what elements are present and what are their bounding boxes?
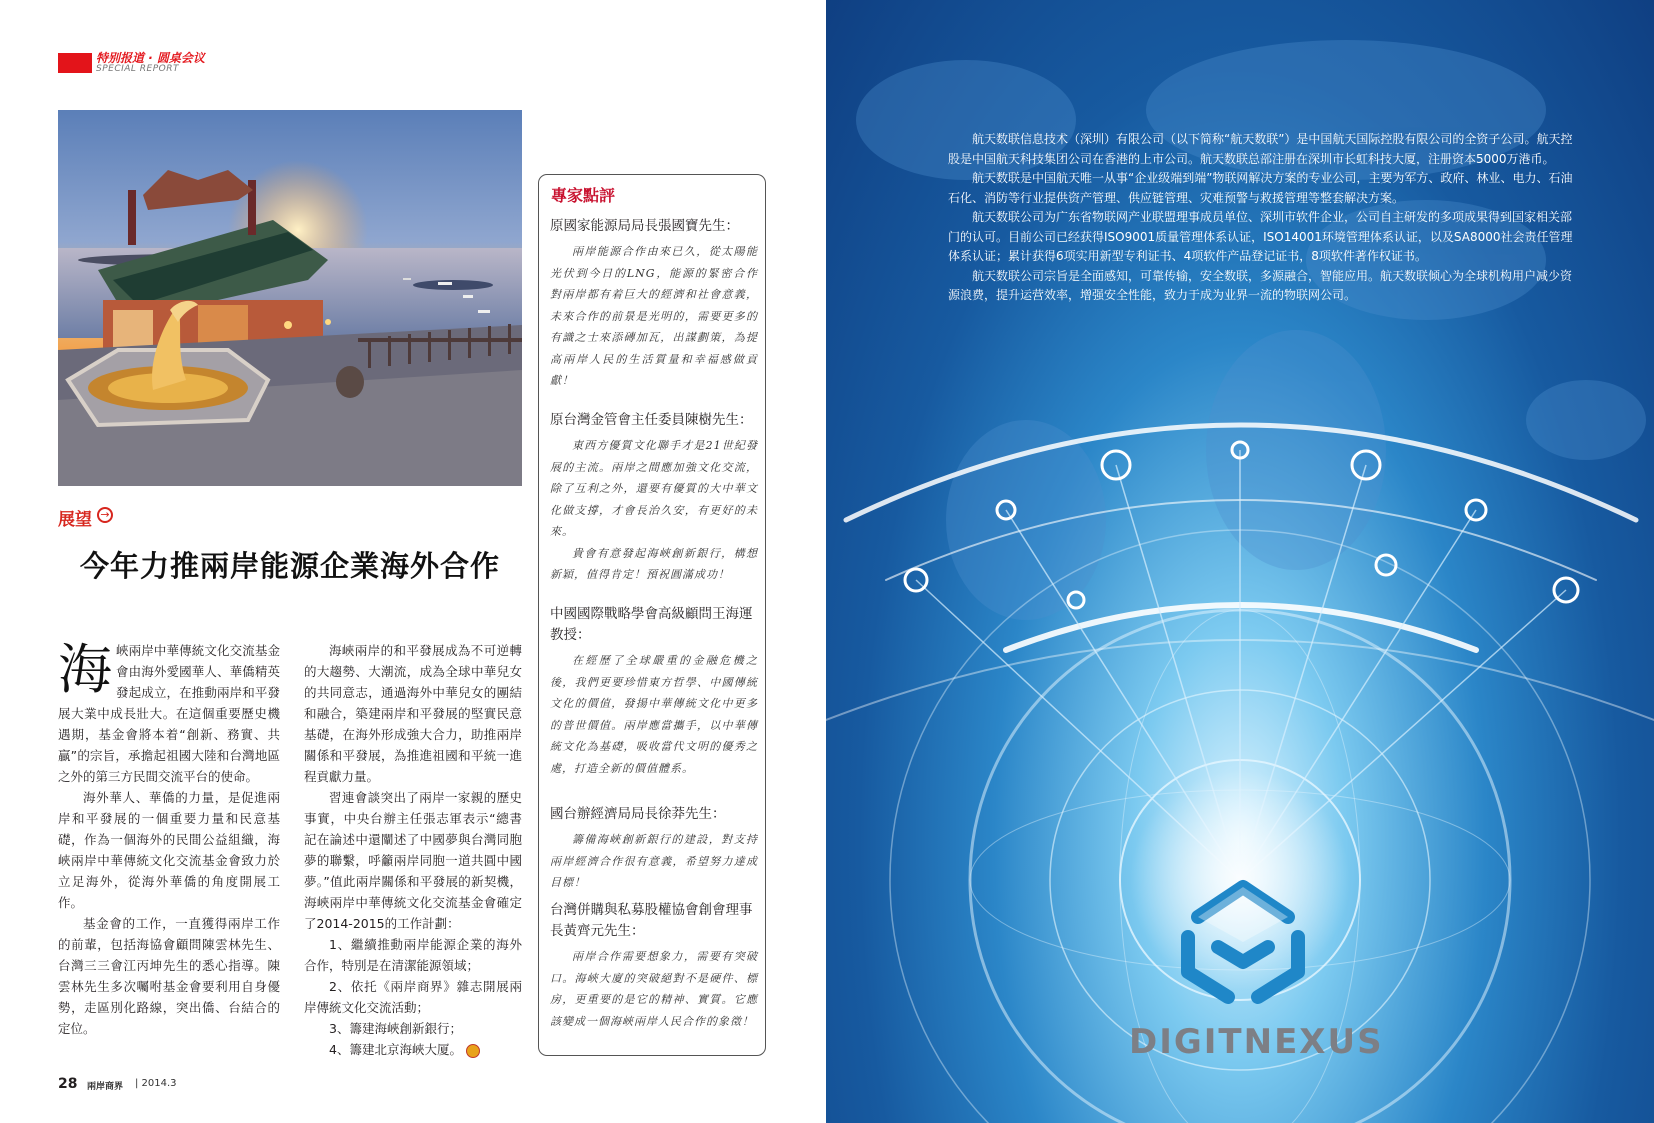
ad-paragraph: 航天数联公司宗旨是全面感知，可靠传输，安全数联，多源融合，智能应用。航天数联倾心为全球机构用户减少资源浪费，提升运营效率，增强安全性能，致力于成为业界一流的物联网公司。 <box>948 268 1573 302</box>
article-paragraph: 海峽兩岸的和平發展成為不可逆轉的大趨勢、大潮流，成為全球中華兒女的共同意志，通過海外中華兒女的團結和融合，築建兩岸和平發展的堅實民意基礎，在海外形成強大合力，助推兩岸關係和平發展，為推進祖國和平統一進程貢獻力量。 <box>304 643 522 784</box>
expert-entry <box>550 410 758 586</box>
expert-entry <box>550 604 758 779</box>
page-number: 28 <box>58 1076 78 1092</box>
expert-name: 國台辦經濟局局長徐莽先生： <box>550 806 726 822</box>
header-subtitle: SPECIAL REPORT <box>96 64 179 74</box>
arrow-circle-icon: → <box>97 507 113 523</box>
ad-paragraph: 航天数联公司为广东省物联网产业联盟理事成员单位、深圳市软件企业，公司自主研发的多项成果得到国家相关部门的认可。目前公司已经获得ISO9001质量管理体系认证，ISO14001环境管理体系认证，以及SA8000社会责任管理体系认证；累计获得6项实用新型专利证书、4项软件产品登记证书，8项软件著作权证书。 <box>948 210 1573 263</box>
article-paragraph: 海峽兩岸中華傳統文化交流基金會由海外愛國華人、華僑精英發起成立，在推動兩岸和平發展大業中成長壯大。在這個重要歷史機遇期，基金會將本着“創新、務實、共贏”的宗旨，承擔起祖國大陸和台灣地區之外的第三方民間交流平台的使命。 <box>58 638 280 784</box>
left-page <box>0 0 826 1123</box>
ad-paragraph: 航天数联信息技术（深圳）有限公司（以下简称“航天数联”）是中国航天国际控股有限公司的全资子公司。航天控股是中国航天科技集团公司在香港的上市公司。航天数联总部注册在深圳市长虹科技大厦，注册资本5000万港币。 <box>948 132 1573 166</box>
article-headline: 今年力推兩岸能源企業海外合作 <box>80 549 501 583</box>
article-paragraph: 基金會的工作，一直獲得兩岸工作的前輩，包括海協會顧問陳雲林先生、台灣三三會江丙坤先生的悉心指導。陳雲林先生多次囑咐基金會要利用自身優勢，走區別化路線，突出僑、台結合的定位。 <box>58 916 280 1036</box>
article-column-1 <box>58 640 280 1039</box>
expert-comment: 在經歷了全球嚴重的金融危機之後，我們更要珍惜東方哲學、中國傳統文化的價值，發揚中華傳統文化中更多的普世價值。兩岸應當攜手，以中華傳統文化為基礎，吸收當代文明的優秀之處，打造全新的價值體系。 <box>550 654 758 775</box>
section-label: 展望 <box>58 510 92 530</box>
end-mark-icon <box>466 1044 480 1058</box>
expert-name: 原台灣金管會主任委員陳樹先生： <box>550 412 753 428</box>
plan-item: 1、繼續推動兩岸能源企業的海外合作，特別是在清潔能源領域； <box>304 937 522 973</box>
advertisement-page <box>826 0 1654 1123</box>
expert-comment: 籌備海峽創新銀行的建設，對支持兩岸經濟合作很有意義，希望努力達成目標！ <box>550 833 758 889</box>
expert-name: 台灣併購與私募股權協會創會理事長黃齊元先生： <box>550 902 753 939</box>
expert-box-title: 專家點評 <box>551 186 616 205</box>
expert-comment: 兩岸合作需要想象力，需要有突破口。海峽大廈的突破絕對不是硬件、標房，更重要的是它的精神、實質。它應該變成一個海峽兩岸人民合作的象徵！ <box>550 950 758 1028</box>
expert-name: 中國國際戰略學會高級顧問王海運教授： <box>550 606 753 643</box>
company-description <box>948 130 1578 306</box>
dropcap: 海 <box>58 638 112 701</box>
ad-paragraph: 航天数联是中国航天唯一从事“企业级端到端”物联网解决方案的专业公司，主要为军方、政府、林业、电力、石油石化、消防等行业提供资产管理、供应链管理、灾难预警与救援管理等整套解决方案。 <box>948 171 1573 205</box>
expert-comment: 兩岸能源合作由來已久，從太陽能光伏到今日的LNG，能源的緊密合作對兩岸都有着巨大的經濟和社會意義，未來合作的前景是光明的，需要更多的有識之士來添磚加瓦，出謀劃策，為提高兩岸人民的生活質量和幸福感做貢獻！ <box>550 245 758 387</box>
expert-name: 原國家能源局局長張國寶先生： <box>550 218 739 234</box>
plan-item: 2、依托《兩岸商界》雜志開展兩岸傳統文化交流活動； <box>304 979 522 1015</box>
header-red-block <box>58 53 92 73</box>
digitnexus-cube-logo-icon <box>1168 862 1318 1012</box>
expert-entry <box>550 804 758 894</box>
article-column-2 <box>304 640 522 1060</box>
plan-item: 3、籌建海峽創新銀行； <box>329 1021 462 1036</box>
temple-sunset-photo <box>58 110 522 486</box>
issue-date: | 2014.3 <box>135 1078 177 1089</box>
expert-entry <box>550 216 758 392</box>
brand-wordmark: DIGITNEXUS <box>1129 1022 1384 1062</box>
article-paragraph: 習連會談突出了兩岸一家親的歷史事實，中央台辦主任張志軍表示“總書記在論述中還闡述了中國夢與台灣同胞夢的聯繫，呼籲兩岸同胞一道共圓中國夢。”值此兩岸關係和平發展的新契機，海峽兩岸中華傳統文化交流基金會確定了2014-2015的工作計劃： <box>304 790 522 931</box>
expert-comment: 東西方優質文化聯手才是21世紀發展的主流。兩岸之間應加強文化交流，除了互利之外，還要有優質的大中華文化做支撐，才會長治久安，有更好的未來。 貴會有意發起海峽創新銀行，構想新穎，值得肯定！預祝圓滿成功！ <box>550 439 758 581</box>
plan-item: 4、籌建北京海峽大厦。 <box>304 1039 522 1060</box>
header-title: 特别报道 · 圆桌会议 <box>96 51 205 65</box>
article-paragraph: 海外華人、華僑的力量，是促進兩岸和平發展的一個重要力量和民意基礎，作為一個海外的民間公益組織，海峽兩岸中華傳統文化交流基金會致力於立足海外，從海外華僑的角度開展工作。 <box>58 790 280 910</box>
expert-entry <box>550 900 758 1032</box>
magazine-logo: 兩岸商界 <box>87 1082 124 1092</box>
